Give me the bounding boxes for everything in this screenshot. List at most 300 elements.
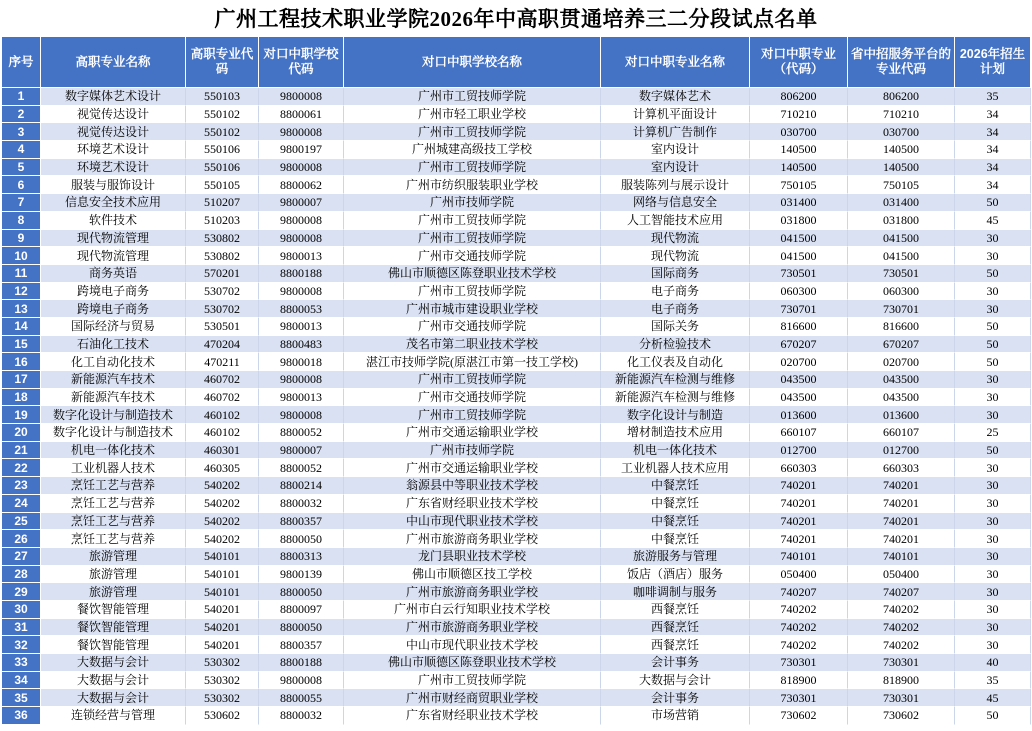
column-header-3: 对口中职学校代码 bbox=[259, 36, 344, 88]
table-row bbox=[1, 247, 1031, 265]
table-cell: 信息安全技术应用 bbox=[41, 194, 186, 212]
table-cell: 670207 bbox=[848, 336, 955, 354]
table-cell: 730301 bbox=[848, 689, 955, 707]
table-cell: 45 bbox=[955, 689, 1031, 707]
table-cell: 730501 bbox=[848, 265, 955, 283]
table-cell: 新能源汽车检测与维修 bbox=[601, 389, 750, 407]
serial-cell: 7 bbox=[1, 194, 41, 212]
table-cell: 470211 bbox=[186, 353, 259, 371]
table-row bbox=[1, 265, 1031, 283]
table-cell: 060300 bbox=[750, 283, 848, 301]
table-row bbox=[1, 495, 1031, 513]
column-header-2: 高职专业代码 bbox=[186, 36, 259, 88]
serial-cell: 14 bbox=[1, 318, 41, 336]
table-cell: 50 bbox=[955, 442, 1031, 460]
table-row bbox=[1, 176, 1031, 194]
table-cell: 30 bbox=[955, 477, 1031, 495]
table-cell: 湛江市技师学院(原湛江市第一技工学校) bbox=[344, 353, 601, 371]
serial-cell: 21 bbox=[1, 442, 41, 460]
table-cell: 740201 bbox=[848, 530, 955, 548]
serial-cell: 25 bbox=[1, 513, 41, 531]
table-cell: 30 bbox=[955, 601, 1031, 619]
table-cell: 9800013 bbox=[259, 247, 344, 265]
table-cell: 660303 bbox=[848, 459, 955, 477]
table-cell: 西餐烹饪 bbox=[601, 636, 750, 654]
table-cell: 710210 bbox=[750, 106, 848, 124]
table-cell: 540201 bbox=[186, 601, 259, 619]
table-cell: 9800013 bbox=[259, 389, 344, 407]
table-cell: 30 bbox=[955, 530, 1031, 548]
table-cell: 8800357 bbox=[259, 636, 344, 654]
table-cell: 012700 bbox=[848, 442, 955, 460]
table-cell: 广州市交通技师学院 bbox=[344, 247, 601, 265]
table-row bbox=[1, 336, 1031, 354]
serial-cell: 27 bbox=[1, 548, 41, 566]
table-cell: 现代物流管理 bbox=[41, 247, 186, 265]
table-cell: 化工自动化技术 bbox=[41, 353, 186, 371]
table-cell: 730701 bbox=[750, 300, 848, 318]
table-cell: 550106 bbox=[186, 141, 259, 159]
table-cell: 140500 bbox=[750, 141, 848, 159]
table-cell: 060300 bbox=[848, 283, 955, 301]
table-cell: 工业机器人技术应用 bbox=[601, 459, 750, 477]
table-cell: 9800018 bbox=[259, 353, 344, 371]
table-row bbox=[1, 389, 1031, 407]
table-cell: 740207 bbox=[750, 583, 848, 601]
table-cell: 34 bbox=[955, 106, 1031, 124]
table-cell: 8800061 bbox=[259, 106, 344, 124]
table-cell: 计算机平面设计 bbox=[601, 106, 750, 124]
column-header-1: 高职专业名称 bbox=[41, 36, 186, 88]
table-cell: 740202 bbox=[750, 601, 848, 619]
serial-cell: 36 bbox=[1, 707, 41, 725]
table-cell: 茂名市第二职业技术学校 bbox=[344, 336, 601, 354]
table-cell: 740202 bbox=[848, 601, 955, 619]
table-row bbox=[1, 442, 1031, 460]
table-cell: 34 bbox=[955, 141, 1031, 159]
table-cell: 550103 bbox=[186, 88, 259, 106]
table-cell: 8800188 bbox=[259, 265, 344, 283]
table-cell: 9800013 bbox=[259, 318, 344, 336]
table-cell: 031800 bbox=[750, 212, 848, 230]
table-cell: 人工智能技术应用 bbox=[601, 212, 750, 230]
table-cell: 旅游服务与管理 bbox=[601, 548, 750, 566]
table-cell: 45 bbox=[955, 212, 1031, 230]
serial-cell: 20 bbox=[1, 424, 41, 442]
table-cell: 餐饮智能管理 bbox=[41, 601, 186, 619]
table-cell: 30 bbox=[955, 459, 1031, 477]
table-cell: 大数据与会计 bbox=[601, 672, 750, 690]
column-header-5: 对口中职专业名称 bbox=[601, 36, 750, 88]
table-cell: 旅游管理 bbox=[41, 566, 186, 584]
table-cell: 国际关务 bbox=[601, 318, 750, 336]
table-cell: 470204 bbox=[186, 336, 259, 354]
table-cell: 030700 bbox=[750, 123, 848, 141]
table-cell: 660107 bbox=[750, 424, 848, 442]
table-cell: 广州市交通技师学院 bbox=[344, 318, 601, 336]
table-cell: 会计事务 bbox=[601, 654, 750, 672]
table-row bbox=[1, 406, 1031, 424]
table-cell: 50 bbox=[955, 353, 1031, 371]
serial-cell: 11 bbox=[1, 265, 41, 283]
table-cell: 8800055 bbox=[259, 689, 344, 707]
table-cell: 50 bbox=[955, 265, 1031, 283]
table-cell: 中餐烹饪 bbox=[601, 495, 750, 513]
table-cell: 540101 bbox=[186, 548, 259, 566]
table-cell: 041500 bbox=[848, 230, 955, 248]
table-cell: 9800008 bbox=[259, 230, 344, 248]
table-cell: 540202 bbox=[186, 477, 259, 495]
serial-cell: 32 bbox=[1, 636, 41, 654]
table-cell: 8800050 bbox=[259, 583, 344, 601]
table-cell: 广州市工贸技师学院 bbox=[344, 283, 601, 301]
table-cell: 043500 bbox=[848, 389, 955, 407]
table-cell: 50 bbox=[955, 194, 1031, 212]
table-cell: 25 bbox=[955, 424, 1031, 442]
table-cell: 740201 bbox=[848, 477, 955, 495]
table-cell: 新能源汽车检测与维修 bbox=[601, 371, 750, 389]
table-cell: 460702 bbox=[186, 371, 259, 389]
table-cell: 跨境电子商务 bbox=[41, 300, 186, 318]
table-cell: 9800008 bbox=[259, 212, 344, 230]
table-cell: 餐饮智能管理 bbox=[41, 636, 186, 654]
table-cell: 跨境电子商务 bbox=[41, 283, 186, 301]
table-cell: 8800032 bbox=[259, 707, 344, 725]
table-cell: 816600 bbox=[750, 318, 848, 336]
table-cell: 龙门县职业技术学校 bbox=[344, 548, 601, 566]
table-cell: 9800008 bbox=[259, 283, 344, 301]
table-cell: 540201 bbox=[186, 636, 259, 654]
table-cell: 8800050 bbox=[259, 619, 344, 637]
table-cell: 西餐烹饪 bbox=[601, 601, 750, 619]
table-cell: 广州市技师学院 bbox=[344, 194, 601, 212]
table-cell: 818900 bbox=[750, 672, 848, 690]
table-cell: 软件技术 bbox=[41, 212, 186, 230]
table-cell: 餐饮智能管理 bbox=[41, 619, 186, 637]
table-cell: 广州市工贸技师学院 bbox=[344, 159, 601, 177]
table-cell: 020700 bbox=[750, 353, 848, 371]
table-cell: 460102 bbox=[186, 424, 259, 442]
table-cell: 660303 bbox=[750, 459, 848, 477]
table-cell: 广州市工贸技师学院 bbox=[344, 88, 601, 106]
table-row bbox=[1, 106, 1031, 124]
table-cell: 40 bbox=[955, 654, 1031, 672]
table-cell: 530702 bbox=[186, 283, 259, 301]
table-row bbox=[1, 371, 1031, 389]
table-cell: 043500 bbox=[848, 371, 955, 389]
table-cell: 广州市工贸技师学院 bbox=[344, 672, 601, 690]
table-cell: 连锁经营与管理 bbox=[41, 707, 186, 725]
table-cell: 460305 bbox=[186, 459, 259, 477]
table-cell: 730301 bbox=[750, 654, 848, 672]
table-cell: 740101 bbox=[848, 548, 955, 566]
table-cell: 530802 bbox=[186, 247, 259, 265]
table-cell: 9800008 bbox=[259, 672, 344, 690]
serial-cell: 30 bbox=[1, 601, 41, 619]
table-cell: 烹饪工艺与营养 bbox=[41, 513, 186, 531]
serial-cell: 4 bbox=[1, 141, 41, 159]
table-cell: 广东省财经职业技术学校 bbox=[344, 707, 601, 725]
table-cell: 530602 bbox=[186, 707, 259, 725]
table-cell: 730301 bbox=[750, 689, 848, 707]
table-cell: 30 bbox=[955, 513, 1031, 531]
table-cell: 广州市技师学院 bbox=[344, 442, 601, 460]
table-cell: 570201 bbox=[186, 265, 259, 283]
table-cell: 730501 bbox=[750, 265, 848, 283]
table-cell: 031800 bbox=[848, 212, 955, 230]
table-row bbox=[1, 141, 1031, 159]
table-cell: 530802 bbox=[186, 230, 259, 248]
table-cell: 043500 bbox=[750, 389, 848, 407]
table-cell: 中餐烹饪 bbox=[601, 530, 750, 548]
table-cell: 旅游管理 bbox=[41, 548, 186, 566]
table-cell: 530302 bbox=[186, 689, 259, 707]
table-cell: 国际商务 bbox=[601, 265, 750, 283]
table-cell: 750105 bbox=[750, 176, 848, 194]
table-cell: 140500 bbox=[848, 141, 955, 159]
table-header bbox=[1, 36, 1031, 88]
table-cell: 会计事务 bbox=[601, 689, 750, 707]
table-cell: 烹饪工艺与营养 bbox=[41, 495, 186, 513]
serial-cell: 31 bbox=[1, 619, 41, 637]
table-row bbox=[1, 619, 1031, 637]
table-cell: 35 bbox=[955, 88, 1031, 106]
table-cell: 8800188 bbox=[259, 654, 344, 672]
table-cell: 计算机广告制作 bbox=[601, 123, 750, 141]
table-cell: 视觉传达设计 bbox=[41, 106, 186, 124]
table-cell: 广州市交通运输职业学校 bbox=[344, 424, 601, 442]
table-cell: 041500 bbox=[750, 247, 848, 265]
table-cell: 国际经济与贸易 bbox=[41, 318, 186, 336]
table-cell: 室内设计 bbox=[601, 159, 750, 177]
table-cell: 730602 bbox=[750, 707, 848, 725]
table-cell: 8800053 bbox=[259, 300, 344, 318]
table-cell: 740207 bbox=[848, 583, 955, 601]
table-cell: 网络与信息安全 bbox=[601, 194, 750, 212]
table-cell: 013600 bbox=[848, 406, 955, 424]
table-cell: 广州市纺织服装职业学校 bbox=[344, 176, 601, 194]
table-cell: 740201 bbox=[750, 513, 848, 531]
table-cell: 660107 bbox=[848, 424, 955, 442]
table-cell: 9800007 bbox=[259, 194, 344, 212]
table-cell: 广州市城市建设职业学校 bbox=[344, 300, 601, 318]
table-cell: 30 bbox=[955, 371, 1031, 389]
table-cell: 730301 bbox=[848, 654, 955, 672]
table-cell: 机电一体化技术 bbox=[601, 442, 750, 460]
table-cell: 咖啡调制与服务 bbox=[601, 583, 750, 601]
table-cell: 广州市交通技师学院 bbox=[344, 389, 601, 407]
serial-cell: 2 bbox=[1, 106, 41, 124]
serial-cell: 1 bbox=[1, 88, 41, 106]
table-cell: 510207 bbox=[186, 194, 259, 212]
serial-cell: 29 bbox=[1, 583, 41, 601]
table-cell: 机电一体化技术 bbox=[41, 442, 186, 460]
table-body bbox=[1, 88, 1031, 725]
table-row bbox=[1, 583, 1031, 601]
table-cell: 饭店（酒店）服务 bbox=[601, 566, 750, 584]
table-cell: 550105 bbox=[186, 176, 259, 194]
table-cell: 翁源县中等职业技术学校 bbox=[344, 477, 601, 495]
table-cell: 460301 bbox=[186, 442, 259, 460]
serial-cell: 9 bbox=[1, 230, 41, 248]
pilot-program-table bbox=[1, 36, 1031, 725]
column-header-7: 省中招服务平台的专业代码 bbox=[848, 36, 955, 88]
table-cell: 34 bbox=[955, 159, 1031, 177]
table-cell: 740202 bbox=[848, 619, 955, 637]
table-cell: 750105 bbox=[848, 176, 955, 194]
table-cell: 9800008 bbox=[259, 371, 344, 389]
table-row bbox=[1, 230, 1031, 248]
table-cell: 烹饪工艺与营养 bbox=[41, 477, 186, 495]
table-cell: 广州市旅游商务职业学校 bbox=[344, 619, 601, 637]
table-row bbox=[1, 159, 1031, 177]
table-cell: 9800008 bbox=[259, 159, 344, 177]
table-cell: 30 bbox=[955, 300, 1031, 318]
table-cell: 030700 bbox=[848, 123, 955, 141]
serial-cell: 12 bbox=[1, 283, 41, 301]
table-cell: 广州市白云行知职业技术学校 bbox=[344, 601, 601, 619]
table-cell: 广州市工贸技师学院 bbox=[344, 230, 601, 248]
column-header-4: 对口中职学校名称 bbox=[344, 36, 601, 88]
table-cell: 460102 bbox=[186, 406, 259, 424]
table-cell: 数字化设计与制造 bbox=[601, 406, 750, 424]
table-cell: 818900 bbox=[848, 672, 955, 690]
table-cell: 8800313 bbox=[259, 548, 344, 566]
table-cell: 8800050 bbox=[259, 530, 344, 548]
serial-cell: 22 bbox=[1, 459, 41, 477]
table-cell: 740202 bbox=[848, 636, 955, 654]
table-cell: 050400 bbox=[848, 566, 955, 584]
table-row bbox=[1, 318, 1031, 336]
table-cell: 8800062 bbox=[259, 176, 344, 194]
table-row bbox=[1, 212, 1031, 230]
table-cell: 广州市旅游商务职业学校 bbox=[344, 583, 601, 601]
table-cell: 9800197 bbox=[259, 141, 344, 159]
table-row bbox=[1, 513, 1031, 531]
table-cell: 服装陈列与展示设计 bbox=[601, 176, 750, 194]
serial-cell: 5 bbox=[1, 159, 41, 177]
table-cell: 8800052 bbox=[259, 459, 344, 477]
table-cell: 9800008 bbox=[259, 88, 344, 106]
table-cell: 增材制造技术应用 bbox=[601, 424, 750, 442]
table-row bbox=[1, 123, 1031, 141]
table-cell: 8800214 bbox=[259, 477, 344, 495]
table-cell: 34 bbox=[955, 123, 1031, 141]
table-cell: 9800008 bbox=[259, 406, 344, 424]
table-cell: 740201 bbox=[848, 513, 955, 531]
header-row bbox=[1, 36, 1031, 88]
table-row bbox=[1, 88, 1031, 106]
table-cell: 34 bbox=[955, 176, 1031, 194]
table-cell: 广东省财经职业技术学校 bbox=[344, 495, 601, 513]
table-cell: 数字化设计与制造技术 bbox=[41, 406, 186, 424]
table-cell: 050400 bbox=[750, 566, 848, 584]
table-cell: 旅游管理 bbox=[41, 583, 186, 601]
serial-cell: 17 bbox=[1, 371, 41, 389]
table-cell: 30 bbox=[955, 583, 1031, 601]
table-cell: 广州市财经商贸职业学校 bbox=[344, 689, 601, 707]
table-cell: 50 bbox=[955, 336, 1031, 354]
table-cell: 8800097 bbox=[259, 601, 344, 619]
table-cell: 043500 bbox=[750, 371, 848, 389]
table-cell: 广州城建高级技工学校 bbox=[344, 141, 601, 159]
table-cell: 工业机器人技术 bbox=[41, 459, 186, 477]
table-cell: 510203 bbox=[186, 212, 259, 230]
table-cell: 佛山市顺德区技工学校 bbox=[344, 566, 601, 584]
table-cell: 530501 bbox=[186, 318, 259, 336]
table-cell: 50 bbox=[955, 707, 1031, 725]
table-row bbox=[1, 707, 1031, 725]
table-cell: 佛山市顺德区陈登职业技术学校 bbox=[344, 654, 601, 672]
table-cell: 服装与服饰设计 bbox=[41, 176, 186, 194]
table-cell: 现代物流 bbox=[601, 247, 750, 265]
table-cell: 现代物流 bbox=[601, 230, 750, 248]
table-cell: 环境艺术设计 bbox=[41, 141, 186, 159]
table-cell: 730602 bbox=[848, 707, 955, 725]
serial-cell: 18 bbox=[1, 389, 41, 407]
table-cell: 031400 bbox=[750, 194, 848, 212]
table-cell: 9800008 bbox=[259, 123, 344, 141]
table-cell: 540202 bbox=[186, 513, 259, 531]
serial-cell: 15 bbox=[1, 336, 41, 354]
table-cell: 30 bbox=[955, 619, 1031, 637]
serial-cell: 26 bbox=[1, 530, 41, 548]
table-cell: 140500 bbox=[750, 159, 848, 177]
table-cell: 大数据与会计 bbox=[41, 689, 186, 707]
page-title: 广州工程技术职业学院2026年中高职贯通培养三二分段试点名单 bbox=[214, 7, 818, 31]
column-header-0: 序号 bbox=[1, 36, 41, 88]
table-cell: 广州市工贸技师学院 bbox=[344, 123, 601, 141]
table-cell: 540202 bbox=[186, 530, 259, 548]
table-cell: 806200 bbox=[848, 88, 955, 106]
table-cell: 013600 bbox=[750, 406, 848, 424]
table-row bbox=[1, 424, 1031, 442]
table-cell: 30 bbox=[955, 495, 1031, 513]
table-cell: 740201 bbox=[750, 477, 848, 495]
serial-cell: 33 bbox=[1, 654, 41, 672]
table-cell: 550102 bbox=[186, 106, 259, 124]
table-cell: 广州市工贸技师学院 bbox=[344, 406, 601, 424]
table-cell: 电子商务 bbox=[601, 300, 750, 318]
table-cell: 8800483 bbox=[259, 336, 344, 354]
table-cell: 140500 bbox=[848, 159, 955, 177]
table-cell: 室内设计 bbox=[601, 141, 750, 159]
table-cell: 视觉传达设计 bbox=[41, 123, 186, 141]
table-cell: 中山市现代职业技术学校 bbox=[344, 513, 601, 531]
table-cell: 新能源汽车技术 bbox=[41, 389, 186, 407]
table-cell: 大数据与会计 bbox=[41, 672, 186, 690]
serial-cell: 8 bbox=[1, 212, 41, 230]
table-row bbox=[1, 353, 1031, 371]
table-cell: 市场营销 bbox=[601, 707, 750, 725]
table-cell: 550106 bbox=[186, 159, 259, 177]
table-cell: 商务英语 bbox=[41, 265, 186, 283]
table-cell: 540201 bbox=[186, 619, 259, 637]
table-cell: 35 bbox=[955, 672, 1031, 690]
table-cell: 012700 bbox=[750, 442, 848, 460]
table-cell: 中餐烹饪 bbox=[601, 513, 750, 531]
table-cell: 佛山市顺德区陈登职业技术学校 bbox=[344, 265, 601, 283]
table-cell: 30 bbox=[955, 389, 1031, 407]
table-cell: 740201 bbox=[848, 495, 955, 513]
table-cell: 8800032 bbox=[259, 495, 344, 513]
table-cell: 540101 bbox=[186, 566, 259, 584]
table-cell: 数字化设计与制造技术 bbox=[41, 424, 186, 442]
table-cell: 020700 bbox=[848, 353, 955, 371]
table-cell: 广州市工贸技师学院 bbox=[344, 212, 601, 230]
table-cell: 50 bbox=[955, 318, 1031, 336]
table-cell: 30 bbox=[955, 406, 1031, 424]
